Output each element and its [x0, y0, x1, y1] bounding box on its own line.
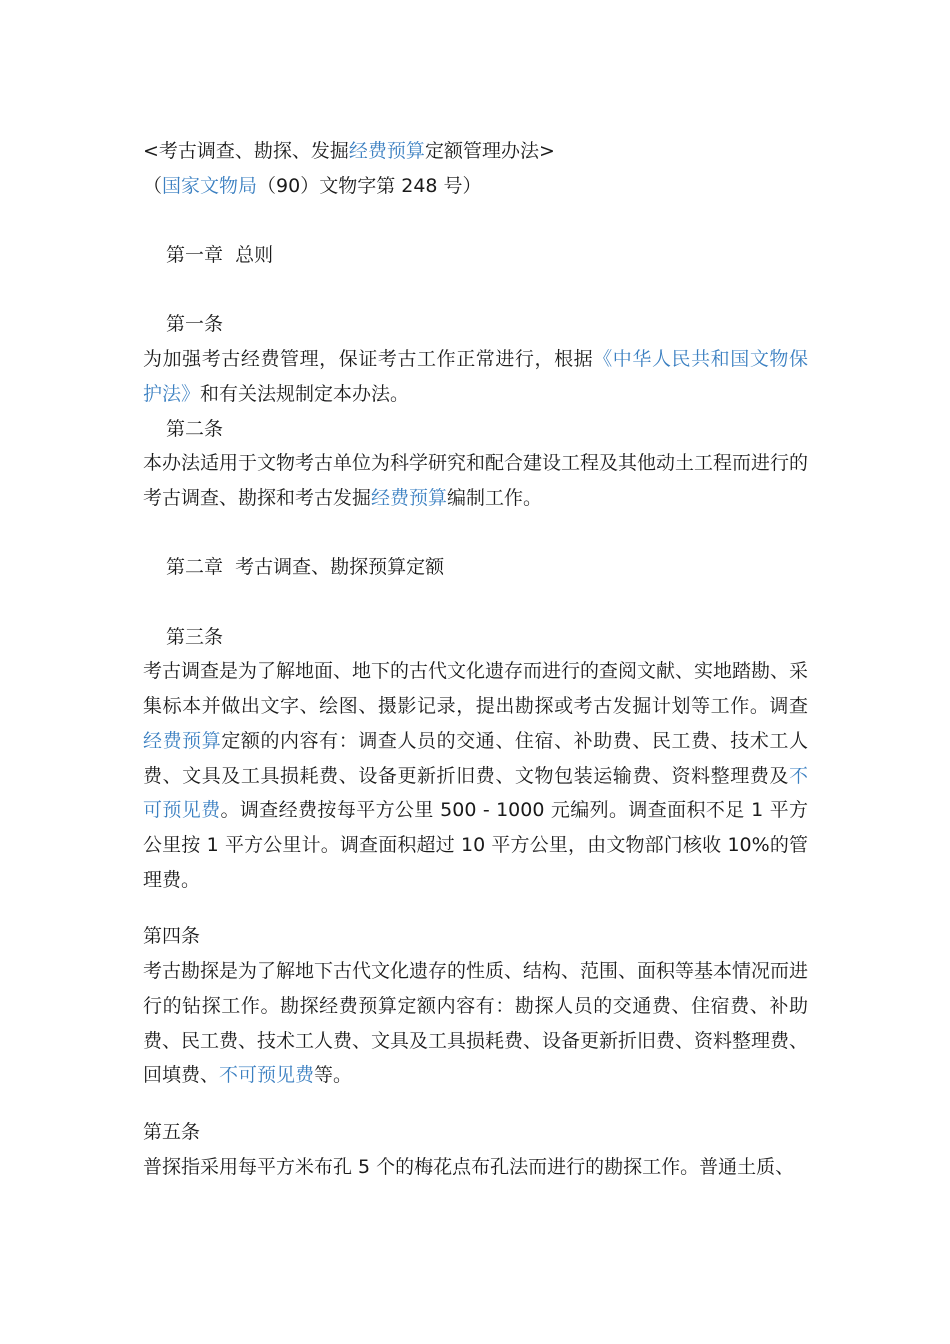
- spacer: [143, 203, 808, 238]
- article-4-text-b: 等。: [314, 1064, 353, 1087]
- article-3-heading: 第三条: [166, 625, 224, 648]
- spacer: [143, 273, 808, 308]
- article-5-text: 普探指采用每平方米布孔 5 个的梅花点布孔法而进行的勘探工作。普通土质、: [143, 1155, 795, 1178]
- chapter-2-heading: 第二章 考古调查、勘探预算定额: [166, 556, 445, 579]
- article-4-heading: 第四条: [143, 925, 201, 948]
- document-body: [143, 134, 808, 1184]
- article-4-text: [143, 954, 808, 1093]
- article-3-text: [143, 654, 808, 897]
- document-subtitle: [143, 169, 808, 204]
- subtitle-link-agency[interactable]: 国家文物局: [162, 174, 258, 197]
- article-3-link-budget[interactable]: 经费预算: [143, 729, 222, 752]
- article-3-link-contingency[interactable]: 不可预见费: [143, 764, 808, 822]
- spacer: [143, 585, 808, 620]
- article-2-link-budget[interactable]: 经费预算: [371, 487, 448, 509]
- article-1-heading: 第一条: [166, 313, 224, 336]
- document-title: [143, 134, 808, 169]
- article-2-text: [143, 446, 808, 515]
- title-link-budget[interactable]: 经费预算: [348, 140, 425, 162]
- article-3-text-c: 。调查经费按每平方公里 500 - 1000 元编列。调查面积不足 1 平方公里按 1 平方公里计。调查面积超过 10 平方公里，由文物部门核收 10%的管理费。: [143, 799, 808, 891]
- article-1-text-after: 和有关法规制定本办法。: [200, 382, 410, 405]
- spacer: [143, 1093, 808, 1115]
- article-4-link-contingency[interactable]: 不可预见费: [219, 1064, 315, 1087]
- title-close: 定额管理办法>: [424, 140, 555, 162]
- article-3-text-b: 定额的内容有：调查人员的交通、住宿、补助费、民工费、技术工人费、文具及工具损耗费、设备更新折旧费、文物包装运输费、资料整理费及: [143, 729, 808, 787]
- article-1-text-before: 为加强考古经费管理，保证考古工作正常进行，根据: [143, 348, 594, 371]
- chapter-1-heading: 第一章 总则: [166, 244, 274, 267]
- article-4-text-a: 考古勘探是为了解地下古代文化遗存的性质、结构、范围、面积等基本情况而进行的钻探工作。勘探经费预算定额内容有：勘探人员的交通费、住宿费、补助费、民工费、技术工人费、文具及工具损耗费、设备更新折旧费、资料整理费、回填费、: [143, 960, 809, 1087]
- article-2-heading: 第二条: [166, 417, 224, 440]
- article-3-text-a: 考古调查是为了解地面、地下的古代文化遗存而进行的查阅文献、实地踏勘、采集标本并做出文字、绘图、摄影记录，提出勘探或考古发掘计划等工作。调查: [143, 660, 809, 718]
- article-5-heading: 第五条: [143, 1120, 201, 1143]
- spacer: [143, 516, 808, 551]
- article-2-text-after: 编制工作。: [447, 487, 543, 509]
- article-1-text: [143, 342, 808, 411]
- title-open: <考古调查、勘探、发掘: [143, 140, 349, 162]
- article-2-text-before: 本办法适用于文物考古单位为科学研究和配合建设工程及其他动土工程而进行的考古调查、勘探和考古发掘: [143, 452, 809, 509]
- article-1-link-law[interactable]: 《中华人民共和国文物保护法》: [143, 348, 808, 405]
- subtitle-close: （90）文物字第 248 号）: [257, 174, 482, 197]
- subtitle-open: （: [143, 174, 163, 197]
- spacer: [143, 897, 808, 919]
